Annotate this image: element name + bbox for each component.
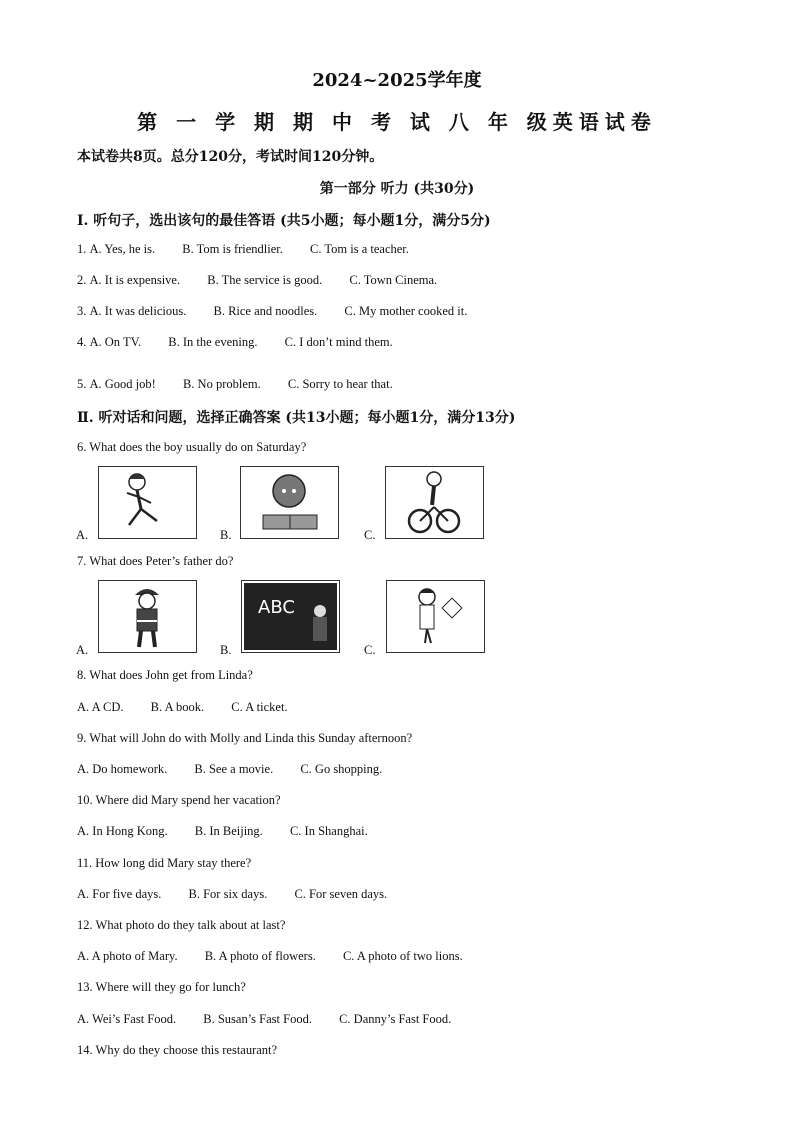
option-c: C. Tom is a teacher.	[310, 242, 409, 256]
question-number: 3.	[77, 304, 87, 318]
part1-title: 第一部分 听力 (共30分)	[319, 181, 475, 197]
question-12: 12. What photo do they talk about at last?	[77, 918, 286, 932]
option-c: C. Go shopping.	[300, 762, 383, 776]
option-b: B. Rice and noodles.	[213, 304, 318, 318]
question-3	[77, 304, 491, 319]
q6-label-b: B.	[220, 528, 232, 542]
option-a: A. In Hong Kong.	[77, 824, 168, 838]
q6-label-c: C.	[364, 528, 376, 542]
option-a: A. Yes, he is.	[89, 242, 156, 256]
option-c: C. A ticket.	[231, 700, 288, 714]
firefighter-picture	[98, 580, 197, 653]
exam-title: 第 一 学 期 期 中 考 试 八 年 级英语试卷	[137, 110, 657, 134]
question-9-options	[77, 762, 406, 777]
option-c: C. Town Cinema.	[349, 273, 438, 287]
question-10: 10. Where did Mary spend her vacation?	[77, 793, 281, 807]
exam-year: 2024~2025学年度	[312, 70, 482, 91]
question-2	[77, 273, 461, 288]
option-a: A. Good job!	[89, 377, 156, 391]
question-8: 8. What does John get from Linda?	[77, 668, 253, 682]
option-c: C. Danny’s Fast Food.	[339, 1012, 452, 1026]
option-b: B. No problem.	[182, 377, 261, 391]
option-a: A. A photo of Mary.	[77, 949, 178, 963]
q7-label-c: C.	[364, 643, 376, 657]
reading-boy-picture	[240, 466, 339, 539]
option-c: C. For seven days.	[294, 887, 388, 901]
question-6: 6. What does the boy usually do on Saturday?	[77, 440, 307, 454]
option-c: C. Sorry to hear that.	[287, 377, 393, 391]
option-b: B. A photo of flowers.	[204, 949, 316, 963]
option-c: C. A photo of two lions.	[342, 949, 463, 963]
question-9: 9. What will John do with Molly and Linda this Sunday afternoon?	[77, 731, 413, 745]
option-a: A. On TV.	[89, 335, 142, 349]
question-8-options	[77, 700, 312, 715]
teacher-blackboard-picture	[241, 580, 340, 653]
option-b: B. A book.	[150, 700, 205, 714]
option-c: C. In Shanghai.	[289, 824, 368, 838]
question-11-options	[77, 887, 411, 902]
option-a: A. Do homework.	[77, 762, 168, 776]
exam-intro: 本试卷共8页。总分120分，考试时间120分钟。	[77, 149, 384, 165]
question-7: 7. What does Peter’s father do?	[77, 554, 234, 568]
question-13: 13. Where will they go for lunch?	[77, 980, 246, 994]
question-4	[77, 335, 417, 350]
option-a: A. Wei’s Fast Food.	[77, 1012, 177, 1026]
option-c: C. I don’t mind them.	[284, 335, 393, 349]
question-number: 2.	[77, 273, 87, 287]
section1-title: Ⅰ. 听句子，选出该句的最佳答语 (共5小题；每小题1分，满分5分)	[77, 213, 491, 229]
question-1	[77, 242, 433, 257]
question-10-options	[77, 824, 392, 839]
doctor-picture	[386, 580, 485, 653]
option-c: C. My mother cooked it.	[344, 304, 468, 318]
blackboard-text: ABC	[258, 597, 295, 618]
option-a: A. A CD.	[77, 700, 124, 714]
question-12-options	[77, 949, 487, 964]
q6-label-a: A.	[76, 528, 89, 542]
option-b: B. For six days.	[188, 887, 268, 901]
q7-label-b: B.	[220, 643, 232, 657]
option-b: B. The service is good.	[207, 273, 323, 287]
option-a: A. For five days.	[77, 887, 162, 901]
option-a: A. It was delicious.	[89, 304, 187, 318]
option-b: B. See a movie.	[194, 762, 274, 776]
cycling-boy-picture	[385, 466, 484, 539]
option-b: B. In the evening.	[168, 335, 258, 349]
question-11: 11. How long did Mary stay there?	[77, 856, 252, 870]
question-14: 14. Why do they choose this restaurant?	[77, 1043, 278, 1057]
question-13-options	[77, 1012, 475, 1027]
question-number: 5.	[77, 377, 87, 391]
option-b: B. In Beijing.	[194, 824, 263, 838]
question-number: 1.	[77, 242, 87, 256]
q7-label-a: A.	[76, 643, 89, 657]
question-number: 4.	[77, 335, 87, 349]
running-boy-picture	[98, 466, 197, 539]
option-b: B. Tom is friendlier.	[182, 242, 283, 256]
section2-title: Ⅱ. 听对话和问题，选择正确答案 (共13小题；每小题1分，满分13分)	[77, 410, 516, 426]
question-5	[77, 377, 417, 392]
option-a: A. It is expensive.	[89, 273, 181, 287]
option-b: B. Susan’s Fast Food.	[203, 1012, 312, 1026]
